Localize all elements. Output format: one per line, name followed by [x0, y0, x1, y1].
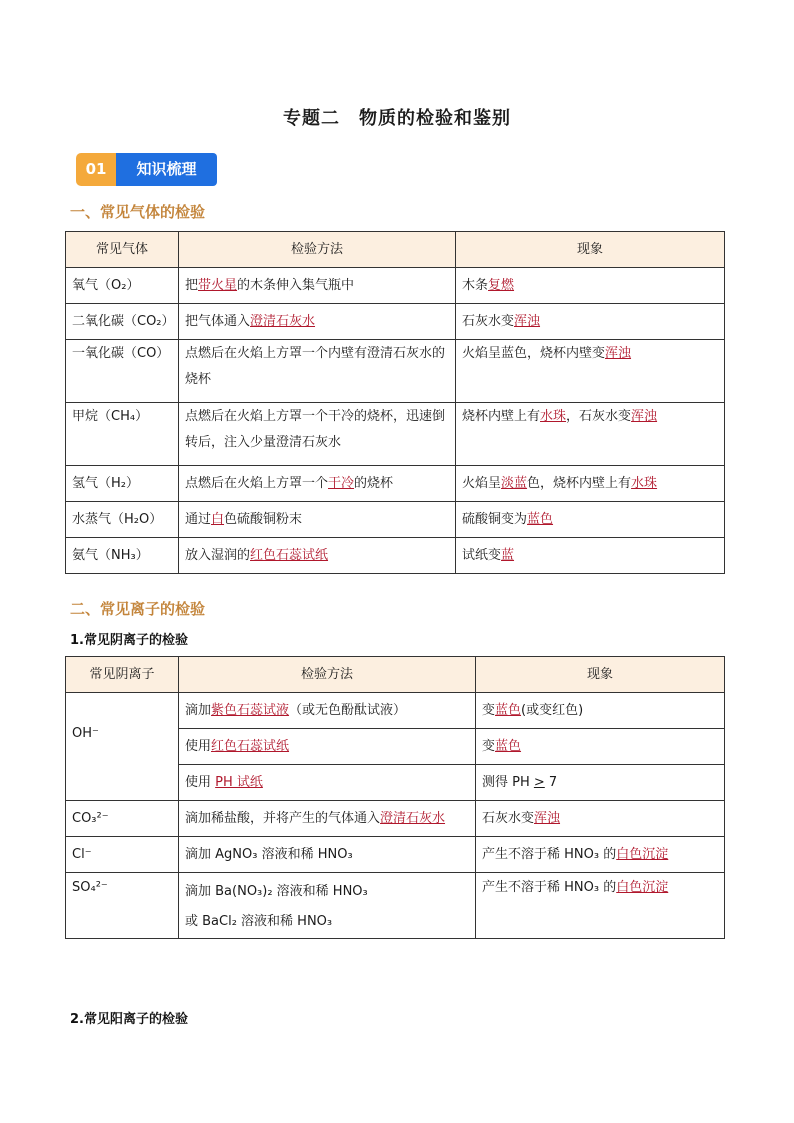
- phenomenon: 烧杯内壁上有水珠，石灰水变浑浊: [456, 403, 725, 466]
- phenomenon: 石灰水变浑浊: [476, 801, 725, 837]
- column-header: 检验方法: [179, 657, 476, 693]
- test-method: 把气体通入澄清石灰水: [179, 304, 456, 340]
- test-method: 点燃后在火焰上方罩一个内壁有澄清石灰水的烧杯: [179, 340, 456, 403]
- phenomenon: 试纸变蓝: [456, 538, 725, 574]
- column-header: 常见气体: [66, 232, 179, 268]
- subheading-cations: 2.常见阳离子的检验: [70, 1012, 188, 1027]
- gas-name: 一氧化碳（CO）: [66, 340, 179, 403]
- table-row: [66, 340, 725, 403]
- column-header: 常见阴离子: [66, 657, 179, 693]
- table-row: [66, 466, 725, 502]
- column-header: 检验方法: [179, 232, 456, 268]
- column-header: 现象: [476, 657, 725, 693]
- section-heading-gases: 一、常见气体的检验: [70, 203, 206, 221]
- test-method: 点燃后在火焰上方罩一个干冷的烧杯: [179, 466, 456, 502]
- gas-name: 甲烷（CH₄）: [66, 403, 179, 466]
- phenomenon: 石灰水变浑浊: [456, 304, 725, 340]
- table-row: [66, 693, 725, 729]
- table-row: [66, 837, 725, 873]
- phenomenon: 测得 PH > 7: [476, 765, 725, 801]
- table-row: [66, 801, 725, 837]
- badge-number: 01: [76, 153, 116, 186]
- test-method: 滴加 AgNO₃ 溶液和稀 HNO₃: [179, 837, 476, 873]
- phenomenon: 硫酸铜变为蓝色: [456, 502, 725, 538]
- table-row: [66, 538, 725, 574]
- table-header-row: [66, 657, 725, 693]
- table-row: [66, 873, 725, 939]
- gas-name: 二氧化碳（CO₂）: [66, 304, 179, 340]
- test-method: 把带火星的木条伸入集气瓶中: [179, 268, 456, 304]
- gas-name: 氨气（NH₃）: [66, 538, 179, 574]
- test-method: 放入湿润的红色石蕊试纸: [179, 538, 456, 574]
- table-row: [66, 304, 725, 340]
- ion-name: Cl⁻: [66, 837, 179, 873]
- anion-test-table: [65, 656, 725, 939]
- phenomenon: 火焰呈蓝色，烧杯内壁变浑浊: [456, 340, 725, 403]
- subheading-anions: 1.常见阴离子的检验: [70, 633, 188, 648]
- table-header-row: [66, 232, 725, 268]
- test-method: 滴加紫色石蕊试液（或无色酚酞试液）: [179, 693, 476, 729]
- test-method: 滴加 Ba(NO₃)₂ 溶液和稀 HNO₃ 或 BaCl₂ 溶液和稀 HNO₃: [179, 873, 476, 939]
- test-method: 使用 PH 试纸: [179, 765, 476, 801]
- phenomenon: 变蓝色: [476, 729, 725, 765]
- table-row: [66, 268, 725, 304]
- test-method: 使用红色石蕊试纸: [179, 729, 476, 765]
- phenomenon: 变蓝色(或变红色): [476, 693, 725, 729]
- phenomenon: 产生不溶于稀 HNO₃ 的白色沉淀: [476, 837, 725, 873]
- gas-name: 水蒸气（H₂O）: [66, 502, 179, 538]
- gas-test-table: [65, 231, 725, 574]
- ion-name: OH⁻: [66, 693, 179, 801]
- test-method: 滴加稀盐酸，并将产生的气体通入澄清石灰水: [179, 801, 476, 837]
- ion-name: CO₃²⁻: [66, 801, 179, 837]
- phenomenon: 木条复燃: [456, 268, 725, 304]
- ion-name: SO₄²⁻: [66, 873, 179, 939]
- phenomenon: 火焰呈淡蓝色，烧杯内壁上有水珠: [456, 466, 725, 502]
- section-heading-ions: 二、常见离子的检验: [70, 600, 206, 618]
- table-row: [66, 502, 725, 538]
- gas-name: 氢气（H₂）: [66, 466, 179, 502]
- test-method: 点燃后在火焰上方罩一个干冷的烧杯，迅速倒转后，注入少量澄清石灰水: [179, 403, 456, 466]
- test-method: 通过白色硫酸铜粉末: [179, 502, 456, 538]
- column-header: 现象: [456, 232, 725, 268]
- phenomenon: 产生不溶于稀 HNO₃ 的白色沉淀: [476, 873, 725, 939]
- badge-label: 知识梳理: [116, 153, 217, 186]
- page-title: 专题二 物质的检验和鉴别: [283, 108, 511, 129]
- gas-name: 氧气（O₂）: [66, 268, 179, 304]
- table-row: [66, 403, 725, 466]
